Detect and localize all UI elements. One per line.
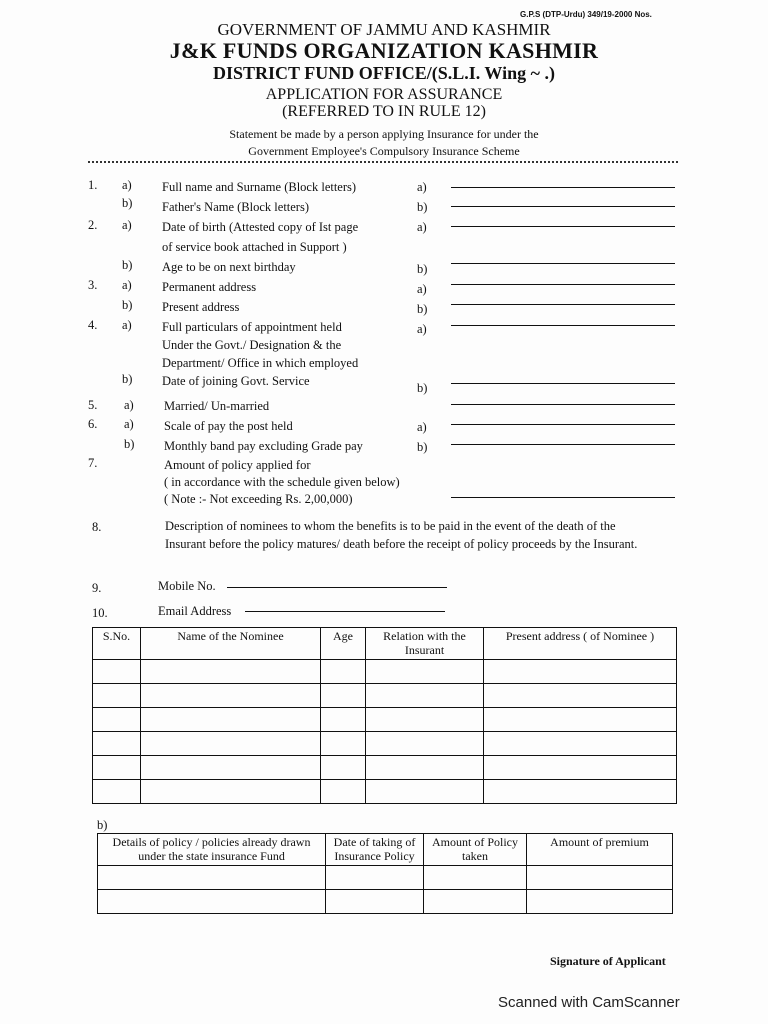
marital-status-field[interactable] [451, 404, 675, 405]
answer-marker: b) [417, 440, 428, 454]
policy-cell[interactable] [424, 890, 527, 914]
item-sub: a) [122, 178, 132, 192]
nominee-cell[interactable] [366, 780, 484, 804]
item-label: Age to be on next birthday [162, 260, 296, 274]
nominee-cell[interactable] [321, 660, 366, 684]
email-label: Email Address [158, 604, 232, 618]
header-amount-of-premium: Amount of premium [527, 834, 673, 866]
nominee-row [93, 708, 677, 732]
nominee-cell[interactable] [366, 684, 484, 708]
header-nominee-name: Name of the Nominee [141, 628, 321, 660]
header-policy-details: Details of policy / policies already drawn under the state insurance Fund [98, 834, 326, 866]
header-age: Age [321, 628, 366, 660]
answer-marker: a) [417, 180, 427, 194]
item-label-continued: of service book attached in Support ) [162, 240, 347, 254]
nominee-cell[interactable] [366, 756, 484, 780]
dotted-divider [88, 161, 678, 163]
item-number: 8. [92, 520, 102, 534]
item-label: Full name and Surname (Block letters) [162, 180, 357, 194]
nominee-row [93, 780, 677, 804]
nominee-cell[interactable] [484, 732, 677, 756]
policy-row [98, 866, 673, 890]
nominee-row [93, 756, 677, 780]
answer-marker: a) [417, 220, 427, 234]
item-number: 3. [88, 278, 98, 292]
nominee-cell[interactable] [93, 708, 141, 732]
policy-cell[interactable] [527, 890, 673, 914]
nominee-description-line-2: Insurant before the policy matures/ death before the receipt of policy proceeds by the Insurant. [165, 537, 638, 551]
nominee-cell[interactable] [321, 756, 366, 780]
item-label: Date of birth (Attested copy of Ist page [162, 220, 359, 234]
scanner-watermark: Scanned with CamScanner [498, 994, 680, 1011]
nominee-row [93, 660, 677, 684]
header-amount-of-policy: Amount of Policy taken [424, 834, 527, 866]
answer-marker: a) [417, 420, 427, 434]
policy-cell[interactable] [326, 866, 424, 890]
email-address-field[interactable] [245, 611, 445, 612]
policy-cell[interactable] [98, 866, 326, 890]
item-label: Full particulars of appointment held [162, 320, 342, 334]
item-sub: b) [122, 298, 133, 312]
item-sub: b) [122, 372, 133, 386]
signature-label: Signature of Applicant [550, 954, 666, 968]
item-number: 1. [88, 178, 98, 192]
policy-table-header [98, 834, 673, 866]
nominee-cell[interactable] [93, 732, 141, 756]
item-sub: a) [124, 417, 134, 431]
nominee-description [165, 517, 680, 553]
item-label: Father's Name (Block letters) [162, 200, 309, 214]
item-label-continued: ( in accordance with the schedule given below) [164, 475, 400, 489]
present-address-field[interactable] [451, 304, 675, 305]
nominee-cell[interactable] [93, 780, 141, 804]
item-number: 7. [88, 456, 98, 470]
pay-scale-field[interactable] [451, 424, 675, 425]
full-name-field[interactable] [451, 187, 675, 188]
intro-statement [0, 126, 768, 160]
nominee-row [93, 732, 677, 756]
nominee-cell[interactable] [141, 756, 321, 780]
answer-marker: a) [417, 282, 427, 296]
section-b-label: b) [97, 818, 108, 832]
nominee-cell[interactable] [93, 684, 141, 708]
item-label: Present address [162, 300, 240, 314]
item-sub: a) [122, 318, 132, 332]
policy-cell[interactable] [98, 890, 326, 914]
header-date-of-taking: Date of taking of Insurance Policy [326, 834, 424, 866]
item-label: Date of joining Govt. Service [162, 374, 310, 388]
item-label-continued: Under the Govt./ Designation & the [162, 338, 342, 352]
nominee-cell[interactable] [321, 780, 366, 804]
item-sub: a) [122, 278, 132, 292]
intro-line-2: Government Employee's Compulsory Insurance Scheme [248, 144, 520, 158]
answer-marker: a) [417, 322, 427, 336]
nominee-table [92, 627, 677, 804]
nominee-cell[interactable] [93, 756, 141, 780]
answer-marker: b) [417, 302, 428, 316]
nominee-cell[interactable] [141, 708, 321, 732]
nominee-cell[interactable] [321, 732, 366, 756]
policy-cell[interactable] [424, 866, 527, 890]
item-number: 5. [88, 398, 98, 412]
answer-marker: b) [417, 200, 428, 214]
nominee-cell[interactable] [484, 780, 677, 804]
date-of-joining-field[interactable] [451, 383, 675, 384]
nominee-cell[interactable] [321, 708, 366, 732]
item-label: Permanent address [162, 280, 257, 294]
header-government: GOVERNMENT OF JAMMU AND KASHMIR [217, 20, 551, 39]
form-title: APPLICATION FOR ASSURANCE [265, 86, 503, 103]
policy-table [97, 833, 673, 914]
mobile-number-field[interactable] [227, 587, 447, 588]
answer-marker: b) [417, 381, 428, 395]
item-label: Amount of policy applied for [164, 458, 311, 472]
item-label-continued: ( Note :- Not exceeding Rs. 2,00,000) [164, 492, 353, 506]
answer-marker: b) [417, 262, 428, 276]
item-sub: b) [124, 437, 135, 451]
nominee-cell[interactable] [141, 780, 321, 804]
policy-amount-field[interactable] [451, 497, 675, 498]
item-label-continued: Department/ Office in which employed [162, 356, 359, 370]
nominee-cell[interactable] [366, 732, 484, 756]
nominee-cell[interactable] [141, 660, 321, 684]
nominee-cell[interactable] [321, 684, 366, 708]
monthly-pay-field[interactable] [451, 444, 675, 445]
age-field[interactable] [451, 263, 675, 264]
nominee-cell[interactable] [366, 660, 484, 684]
nominee-cell[interactable] [93, 660, 141, 684]
item-sub: a) [122, 218, 132, 232]
print-code: G.P.S (DTP-Urdu) 349/19-2000 Nos. [520, 10, 652, 19]
item-number: 2. [88, 218, 98, 232]
nominee-cell[interactable] [484, 756, 677, 780]
header-district-office: DISTRICT FUND OFFICE/(S.L.I. Wing ~ .) [213, 63, 555, 83]
header-organization: J&K FUNDS ORGANIZATION KASHMIR [169, 38, 599, 63]
policy-cell[interactable] [527, 866, 673, 890]
item-label: Married/ Un-married [164, 399, 270, 413]
nominee-row [93, 684, 677, 708]
nominee-description-line-1: Description of nominees to whom the benefits is to be paid in the event of the death of the [165, 519, 616, 533]
nominee-table-header [93, 628, 677, 660]
item-number: 9. [92, 581, 102, 595]
permanent-address-field[interactable] [451, 284, 675, 285]
date-of-birth-field[interactable] [451, 226, 675, 227]
nominee-cell[interactable] [366, 708, 484, 732]
appointment-field[interactable] [451, 325, 675, 326]
mobile-label: Mobile No. [158, 579, 216, 593]
policy-row [98, 890, 673, 914]
header-sno: S.No. [93, 628, 141, 660]
policy-cell[interactable] [326, 890, 424, 914]
form-subtitle: (REFERRED TO IN RULE 12) [282, 103, 486, 120]
nominee-cell[interactable] [484, 660, 677, 684]
item-number: 6. [88, 417, 98, 431]
father-name-field[interactable] [451, 206, 675, 207]
nominee-cell[interactable] [141, 732, 321, 756]
intro-line-1: Statement be made by a person applying Insurance for under the [229, 127, 539, 141]
item-sub: b) [122, 196, 133, 210]
item-label: Scale of pay the post held [164, 419, 293, 433]
header-present-address: Present address ( of Nominee ) [484, 628, 677, 660]
item-number: 4. [88, 318, 98, 332]
nominee-cell[interactable] [141, 684, 321, 708]
header-relation: Relation with the Insurant [366, 628, 484, 660]
item-label: Monthly band pay excluding Grade pay [164, 439, 363, 453]
nominee-cell[interactable] [484, 684, 677, 708]
item-sub: b) [122, 258, 133, 272]
nominee-cell[interactable] [484, 708, 677, 732]
item-sub: a) [124, 398, 134, 412]
item-number: 10. [92, 606, 108, 620]
